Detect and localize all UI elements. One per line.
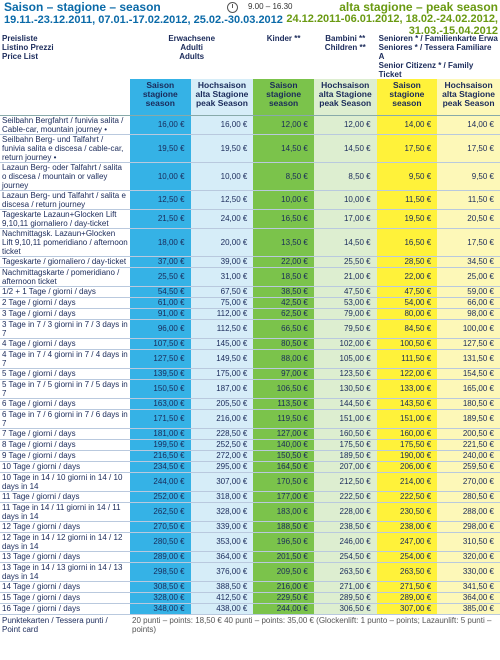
table-row	[0, 228, 500, 256]
price-cell: 150,50 €	[130, 379, 191, 398]
price-cell: 11,50 €	[437, 190, 500, 209]
price-cell: 97,00 €	[253, 368, 314, 379]
price-cell: 270,50 €	[130, 521, 191, 532]
price-cell: 53,00 €	[314, 297, 377, 308]
price-cell: 307,00 €	[377, 603, 438, 614]
price-cell: 102,00 €	[314, 338, 377, 349]
price-cell: 133,00 €	[377, 379, 438, 398]
table-row	[0, 450, 500, 461]
price-cell: 54,50 €	[130, 286, 191, 297]
price-cell: 20,00 €	[191, 228, 254, 256]
ticket-label: 13 Tage / giorni / days	[0, 551, 130, 562]
table-row	[0, 349, 500, 368]
price-cell: 307,00 €	[191, 472, 254, 491]
header	[0, 0, 500, 37]
price-cell: 12,50 €	[130, 190, 191, 209]
ticket-label: 13 Tage in 14 / 13 giorni in 14 / 13 days in 14	[0, 562, 130, 581]
season-header-row	[0, 79, 500, 115]
table-row	[0, 581, 500, 592]
price-cell: 165,00 €	[437, 379, 500, 398]
price-cell: 252,00 €	[130, 491, 191, 502]
table-row	[0, 491, 500, 502]
table-row	[0, 297, 500, 308]
table-row	[0, 286, 500, 297]
price-cell: 25,00 €	[437, 267, 500, 286]
ticket-label: Nachmittagsk. Lazaun+Glocken Lift 9,10,11 pomeridiano / afternoon ticket	[0, 228, 130, 256]
price-cell: 163,00 €	[130, 398, 191, 409]
point-card-label: Punktekarten / Tessera punti / Point card	[2, 616, 108, 635]
price-cell: 171,50 €	[130, 409, 191, 428]
price-cell: 12,00 €	[253, 115, 314, 134]
table-row	[0, 379, 500, 398]
table-row	[0, 319, 500, 338]
table-row	[0, 368, 500, 379]
price-cell: 259,50 €	[437, 461, 500, 472]
price-cell: 100,50 €	[377, 338, 438, 349]
price-cell: 66,50 €	[253, 319, 314, 338]
group-kinder: Kinder **	[266, 34, 301, 43]
price-cell: 8,50 €	[314, 162, 377, 190]
price-cell: 222,50 €	[314, 491, 377, 502]
price-cell: 298,50 €	[130, 562, 191, 581]
price-cell: 17,50 €	[377, 134, 438, 162]
price-cell: 230,50 €	[377, 502, 438, 521]
price-cell: 18,00 €	[130, 228, 191, 256]
price-cell: 42,50 €	[253, 297, 314, 308]
table-row	[0, 308, 500, 319]
price-cell: 61,00 €	[130, 297, 191, 308]
price-cell: 151,00 €	[377, 409, 438, 428]
price-cell: 170,50 €	[253, 472, 314, 491]
price-cell: 79,00 €	[314, 308, 377, 319]
ticket-label: 10 Tage in 14 / 10 giorni in 14 / 10 days in 14	[0, 472, 130, 491]
ticket-label: 6 Tage in 7 / 6 giorni in 7 / 6 days in 7	[0, 409, 130, 428]
point-card-row	[0, 614, 500, 636]
table-row	[0, 256, 500, 267]
adults-season-header: Saison stagione season	[130, 79, 191, 115]
price-cell: 14,50 €	[314, 228, 377, 256]
price-cell: 328,00 €	[130, 592, 191, 603]
price-cell: 181,00 €	[130, 428, 191, 439]
price-cell: 112,00 €	[191, 308, 254, 319]
price-cell: 263,50 €	[314, 562, 377, 581]
table-row	[0, 428, 500, 439]
price-cell: 122,00 €	[377, 368, 438, 379]
ticket-label: 5 Tage / giorni / days	[0, 368, 130, 379]
price-cell: 164,50 €	[253, 461, 314, 472]
price-cell: 96,00 €	[130, 319, 191, 338]
price-cell: 188,50 €	[253, 521, 314, 532]
price-cell: 16,50 €	[377, 228, 438, 256]
price-cell: 12,50 €	[191, 190, 254, 209]
price-cell: 212,50 €	[314, 472, 377, 491]
senior-peak-header: Hochsaison alta Stagione peak Season	[437, 79, 500, 115]
price-cell: 187,00 €	[191, 379, 254, 398]
group-senior-family: Senioren * / Familienkarte Erwa Seniores * / Tessera Familiare A Senior Citizenz * / Family Ticket	[378, 34, 498, 79]
price-cell: 348,00 €	[130, 603, 191, 614]
price-cell: 189,50 €	[314, 450, 377, 461]
table-row	[0, 532, 500, 551]
price-cell: 206,00 €	[377, 461, 438, 472]
season-header	[4, 1, 283, 27]
season-title: Saison – stagione – season	[4, 0, 161, 14]
price-cell: 221,50 €	[437, 439, 500, 450]
price-cell: 47,50 €	[377, 286, 438, 297]
price-cell: 289,50 €	[314, 592, 377, 603]
price-cell: 175,00 €	[191, 368, 254, 379]
price-cell: 149,50 €	[191, 349, 254, 368]
price-cell: 330,00 €	[437, 562, 500, 581]
price-cell: 438,00 €	[191, 603, 254, 614]
price-cell: 37,00 €	[130, 256, 191, 267]
price-cell: 80,00 €	[377, 308, 438, 319]
ticket-label: 3 Tage / giorni / days	[0, 308, 130, 319]
table-row	[0, 134, 500, 162]
price-cell: 150,50 €	[253, 450, 314, 461]
price-cell: 295,00 €	[191, 461, 254, 472]
price-cell: 263,50 €	[377, 562, 438, 581]
price-cell: 252,50 €	[191, 439, 254, 450]
price-cell: 271,00 €	[314, 581, 377, 592]
price-cell: 14,50 €	[314, 134, 377, 162]
price-cell: 24,00 €	[191, 209, 254, 228]
price-cell: 144,50 €	[314, 398, 377, 409]
ticket-label: 3 Tage in 7 / 3 giorni in 7 / 3 days in 7	[0, 319, 130, 338]
price-table	[0, 34, 500, 636]
ticket-label: 16 Tage / giorni / days	[0, 603, 130, 614]
price-list-title: Preisliste Listino Prezzi Price List	[2, 34, 54, 61]
price-cell: 106,50 €	[253, 379, 314, 398]
price-cell: 18,50 €	[253, 267, 314, 286]
table-row	[0, 603, 500, 614]
price-cell: 8,50 €	[253, 162, 314, 190]
ticket-label: Lazaun Berg- oder Talfahrt / salita o discesa / mountain or valley journey	[0, 162, 130, 190]
season-dates: 19.11.-23.12.2011, 07.01.-17.02.2012, 25.02.-30.03.2012	[4, 14, 283, 26]
price-rows	[0, 115, 500, 614]
price-cell: 28,50 €	[377, 256, 438, 267]
price-cell: 79,50 €	[314, 319, 377, 338]
table-row	[0, 190, 500, 209]
price-cell: 205,50 €	[191, 398, 254, 409]
price-cell: 280,50 €	[437, 491, 500, 502]
price-cell: 310,50 €	[437, 532, 500, 551]
ticket-label: Seilbahn Berg- und Talfahrt / funivia salita e discesa / cable-car, return journey •	[0, 134, 130, 162]
table-row	[0, 461, 500, 472]
price-cell: 289,00 €	[377, 592, 438, 603]
price-cell: 388,50 €	[191, 581, 254, 592]
table-row	[0, 551, 500, 562]
price-cell: 298,00 €	[437, 521, 500, 532]
price-cell: 280,50 €	[130, 532, 191, 551]
ticket-label: Tageskarte / giornaliero / day-ticket	[0, 256, 130, 267]
price-cell: 412,50 €	[191, 592, 254, 603]
price-cell: 200,50 €	[437, 428, 500, 439]
price-cell: 190,00 €	[377, 450, 438, 461]
price-cell: 17,00 €	[314, 209, 377, 228]
price-cell: 175,50 €	[377, 439, 438, 450]
point-card-text: 20 punti – points: 18,50 € 40 punti – points: 35,00 € (Glockenlift: 1 punto – points; Lazaunlift: 5 punti – points)	[132, 616, 492, 635]
ticket-label: 9 Tage / giorni / days	[0, 450, 130, 461]
price-cell: 112,50 €	[191, 319, 254, 338]
table-row	[0, 562, 500, 581]
price-cell: 19,50 €	[377, 209, 438, 228]
table-row	[0, 409, 500, 428]
adults-peak-header: Hochsaison alta Stagione peak Season	[191, 79, 254, 115]
price-cell: 22,00 €	[253, 256, 314, 267]
price-cell: 131,50 €	[437, 349, 500, 368]
price-cell: 31,00 €	[191, 267, 254, 286]
price-cell: 17,50 €	[437, 228, 500, 256]
price-cell: 207,00 €	[314, 461, 377, 472]
table-row	[0, 502, 500, 521]
group-adults: Erwachsene Adulti Adults	[168, 34, 216, 61]
price-cell: 139,50 €	[130, 368, 191, 379]
price-cell: 130,50 €	[314, 379, 377, 398]
price-cell: 10,00 €	[253, 190, 314, 209]
price-cell: 228,00 €	[314, 502, 377, 521]
group-bambini: Bambini ** Children **	[324, 34, 366, 52]
price-cell: 143,50 €	[377, 398, 438, 409]
table-row	[0, 267, 500, 286]
ticket-label: 2 Tage / giorni / days	[0, 297, 130, 308]
senior-season-header: Saison stagione season	[377, 79, 438, 115]
price-cell: 196,50 €	[253, 532, 314, 551]
table-row	[0, 472, 500, 491]
price-cell: 320,00 €	[437, 551, 500, 562]
price-cell: 240,00 €	[437, 450, 500, 461]
ticket-label: 6 Tage / giorni / days	[0, 398, 130, 409]
price-cell: 11,50 €	[377, 190, 438, 209]
price-cell: 25,50 €	[130, 267, 191, 286]
price-cell: 151,00 €	[314, 409, 377, 428]
price-cell: 199,50 €	[130, 439, 191, 450]
price-cell: 62,50 €	[253, 308, 314, 319]
price-cell: 54,00 €	[377, 297, 438, 308]
price-cell: 21,50 €	[130, 209, 191, 228]
price-cell: 154,50 €	[437, 368, 500, 379]
table-row	[0, 439, 500, 450]
price-cell: 14,50 €	[253, 134, 314, 162]
price-cell: 10,00 €	[314, 190, 377, 209]
price-cell: 127,00 €	[253, 428, 314, 439]
price-cell: 127,50 €	[437, 338, 500, 349]
price-cell: 105,00 €	[314, 349, 377, 368]
price-cell: 47,50 €	[314, 286, 377, 297]
price-cell: 376,00 €	[191, 562, 254, 581]
price-cell: 216,00 €	[191, 409, 254, 428]
price-cell: 38,50 €	[253, 286, 314, 297]
table-row	[0, 521, 500, 532]
price-cell: 341,50 €	[437, 581, 500, 592]
price-cell: 14,00 €	[437, 115, 500, 134]
ticket-label: 14 Tage / giorni / days	[0, 581, 130, 592]
price-cell: 100,00 €	[437, 319, 500, 338]
price-cell: 59,00 €	[437, 286, 500, 297]
price-cell: 21,00 €	[314, 267, 377, 286]
price-cell: 318,00 €	[191, 491, 254, 502]
price-cell: 228,50 €	[191, 428, 254, 439]
price-cell: 222,50 €	[377, 491, 438, 502]
peak-season-dates-2: 31.03.-15.04.2012	[408, 25, 498, 37]
ticket-label: 8 Tage / giorni / days	[0, 439, 130, 450]
price-cell: 75,00 €	[191, 297, 254, 308]
table-row	[0, 115, 500, 134]
price-cell: 328,00 €	[191, 502, 254, 521]
price-cell: 364,00 €	[437, 592, 500, 603]
price-cell: 19,50 €	[191, 134, 254, 162]
ticket-label: Tageskarte Lazaun+Glocken Lift 9,10,11 giornaliero / day-ticket	[0, 209, 130, 228]
price-cell: 20,50 €	[437, 209, 500, 228]
price-cell: 13,50 €	[253, 228, 314, 256]
price-cell: 19,50 €	[130, 134, 191, 162]
children-peak-header: Hochsaison alta Stagione peak Season	[314, 79, 377, 115]
price-cell: 246,00 €	[314, 532, 377, 551]
price-cell: 289,00 €	[130, 551, 191, 562]
price-cell: 339,00 €	[191, 521, 254, 532]
price-cell: 10,00 €	[191, 162, 254, 190]
price-cell: 16,00 €	[191, 115, 254, 134]
ticket-label: 11 Tage in 14 / 11 giorni in 14 / 11 days in 14	[0, 502, 130, 521]
ticket-label: 12 Tage in 14 / 12 giorni in 14 / 12 days in 14	[0, 532, 130, 551]
price-cell: 145,00 €	[191, 338, 254, 349]
price-cell: 385,00 €	[437, 603, 500, 614]
price-cell: 271,50 €	[377, 581, 438, 592]
table-row	[0, 162, 500, 190]
price-cell: 98,00 €	[437, 308, 500, 319]
price-cell: 160,00 €	[377, 428, 438, 439]
ticket-label: 7 Tage / giorni / days	[0, 428, 130, 439]
price-cell: 262,50 €	[130, 502, 191, 521]
price-cell: 272,00 €	[191, 450, 254, 461]
ticket-label: 5 Tage in 7 / 5 giorni in 7 / 5 days in 7	[0, 379, 130, 398]
ticket-label: 15 Tage / giorni / days	[0, 592, 130, 603]
price-cell: 238,50 €	[314, 521, 377, 532]
price-cell: 140,00 €	[253, 439, 314, 450]
price-cell: 16,50 €	[253, 209, 314, 228]
price-cell: 216,50 €	[130, 450, 191, 461]
price-cell: 175,50 €	[314, 439, 377, 450]
price-cell: 353,00 €	[191, 532, 254, 551]
price-cell: 107,50 €	[130, 338, 191, 349]
price-cell: 67,50 €	[191, 286, 254, 297]
ticket-label: Lazaun Berg- und Talfahrt / salita e discesa / return journey	[0, 190, 130, 209]
ticket-label: 10 Tage / giorni / days	[0, 461, 130, 472]
price-cell: 244,00 €	[253, 603, 314, 614]
ticket-label: 11 Tage / giorni / days	[0, 491, 130, 502]
table-row	[0, 592, 500, 603]
price-cell: 66,00 €	[437, 297, 500, 308]
price-cell: 17,50 €	[437, 134, 500, 162]
price-cell: 16,00 €	[130, 115, 191, 134]
price-cell: 160,50 €	[314, 428, 377, 439]
price-cell: 9,50 €	[377, 162, 438, 190]
price-cell: 39,00 €	[191, 256, 254, 267]
price-cell: 244,00 €	[130, 472, 191, 491]
price-cell: 270,00 €	[437, 472, 500, 491]
price-cell: 34,50 €	[437, 256, 500, 267]
price-cell: 238,00 €	[377, 521, 438, 532]
price-cell: 209,50 €	[253, 562, 314, 581]
price-cell: 247,00 €	[377, 532, 438, 551]
price-cell: 216,00 €	[253, 581, 314, 592]
price-cell: 306,50 €	[314, 603, 377, 614]
price-cell: 84,50 €	[377, 319, 438, 338]
price-cell: 177,00 €	[253, 491, 314, 502]
peak-season-header	[286, 1, 498, 37]
peak-season-title: alta stagione – peak season	[339, 0, 498, 14]
ticket-label: Seilbahn Bergfahrt / funivia salita / Cable-car, mountain journey •	[0, 115, 130, 134]
peak-season-dates-1: 24.12.2011-06.01.2012, 18.02.-24.02.2012,	[286, 13, 498, 25]
children-season-header: Saison stagione season	[253, 79, 314, 115]
price-cell: 254,00 €	[377, 551, 438, 562]
price-cell: 308,50 €	[130, 581, 191, 592]
price-cell: 22,00 €	[377, 267, 438, 286]
price-cell: 25,50 €	[314, 256, 377, 267]
group-header-row	[0, 34, 500, 79]
ticket-label: 4 Tage / giorni / days	[0, 338, 130, 349]
price-cell: 80,50 €	[253, 338, 314, 349]
price-cell: 183,00 €	[253, 502, 314, 521]
table-row	[0, 338, 500, 349]
table-row	[0, 209, 500, 228]
ticket-label: 1/2 + 1 Tage / giorni / days	[0, 286, 130, 297]
table-row	[0, 398, 500, 409]
price-cell: 9,50 €	[437, 162, 500, 190]
price-cell: 10,00 €	[130, 162, 191, 190]
ticket-label: Nachmittagskarte / pomeridiano / afternoon ticket	[0, 267, 130, 286]
price-cell: 127,50 €	[130, 349, 191, 368]
price-cell: 214,00 €	[377, 472, 438, 491]
price-cell: 113,50 €	[253, 398, 314, 409]
clock-icon	[227, 2, 238, 13]
price-cell: 91,00 €	[130, 308, 191, 319]
ticket-label: 12 Tage / giorni / days	[0, 521, 130, 532]
price-cell: 234,50 €	[130, 461, 191, 472]
price-cell: 123,50 €	[314, 368, 377, 379]
price-cell: 119,50 €	[253, 409, 314, 428]
label-column-header	[0, 79, 130, 115]
price-cell: 288,00 €	[437, 502, 500, 521]
price-cell: 364,00 €	[191, 551, 254, 562]
price-cell: 254,50 €	[314, 551, 377, 562]
price-cell: 88,00 €	[253, 349, 314, 368]
opening-hours: 9.00 – 16.30	[248, 2, 293, 11]
price-cell: 201,50 €	[253, 551, 314, 562]
ticket-label: 4 Tage in 7 / 4 giorni in 7 / 4 days in 7	[0, 349, 130, 368]
price-cell: 189,50 €	[437, 409, 500, 428]
price-cell: 12,00 €	[314, 115, 377, 134]
price-cell: 229,50 €	[253, 592, 314, 603]
price-cell: 180,50 €	[437, 398, 500, 409]
price-cell: 111,50 €	[377, 349, 438, 368]
price-cell: 14,00 €	[377, 115, 438, 134]
